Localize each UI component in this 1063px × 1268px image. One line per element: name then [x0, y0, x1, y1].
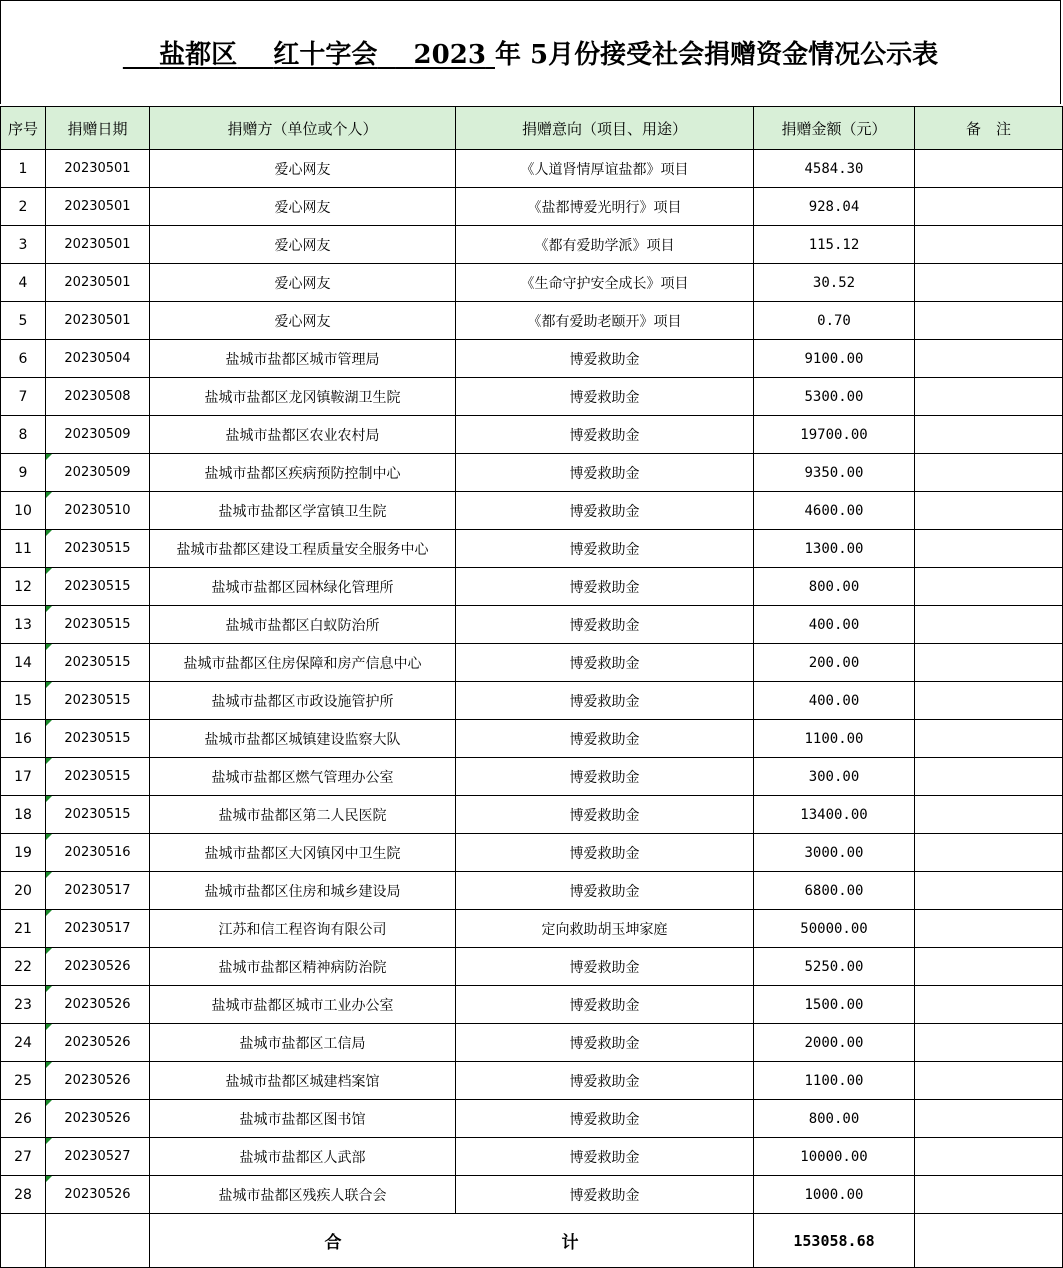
table-row	[1, 1062, 1063, 1100]
cell-amount: 19700.00	[754, 416, 915, 454]
table-row	[1, 1176, 1063, 1214]
cell-seq: 24	[1, 1024, 46, 1062]
cell-seq: 5	[1, 302, 46, 340]
table-row	[1, 1100, 1063, 1138]
cell-seq: 3	[1, 226, 46, 264]
cell-purpose: 博爱救助金	[456, 682, 754, 720]
header-row	[1, 107, 1063, 150]
cell-seq: 4	[1, 264, 46, 302]
table-row	[1, 872, 1063, 910]
cell-purpose: 博爱救助金	[456, 1100, 754, 1138]
cell-seq: 6	[1, 340, 46, 378]
cell-remark	[915, 378, 1063, 416]
table-row	[1, 606, 1063, 644]
cell-remark	[915, 530, 1063, 568]
cell-date: 20230501	[46, 226, 150, 264]
cell-date: 20230527	[46, 1138, 150, 1176]
cell-purpose: 《生命守护安全成长》项目	[456, 264, 754, 302]
total-date-cell	[46, 1214, 150, 1268]
table-row	[1, 910, 1063, 948]
cell-donor: 盐城市盐都区图书馆	[150, 1100, 456, 1138]
cell-purpose: 《盐都博爱光明行》项目	[456, 188, 754, 226]
cell-donor: 爱心网友	[150, 226, 456, 264]
table-body	[1, 150, 1063, 1214]
cell-date: 20230526	[46, 986, 150, 1024]
cell-donor: 江苏和信工程咨询有限公司	[150, 910, 456, 948]
total-seq-cell	[1, 1214, 46, 1268]
cell-donor: 盐城市盐都区疾病预防控制中心	[150, 454, 456, 492]
cell-amount: 1100.00	[754, 720, 915, 758]
cell-amount: 400.00	[754, 606, 915, 644]
cell-donor: 盐城市盐都区住房和城乡建设局	[150, 872, 456, 910]
cell-amount: 5250.00	[754, 948, 915, 986]
cell-purpose: 博爱救助金	[456, 1024, 754, 1062]
cell-remark	[915, 796, 1063, 834]
cell-remark	[915, 454, 1063, 492]
table-row	[1, 1024, 1063, 1062]
total-label-left: 合	[324, 1233, 342, 1253]
title-row	[0, 0, 1061, 104]
cell-date: 20230509	[46, 454, 150, 492]
cell-seq: 16	[1, 720, 46, 758]
cell-date: 20230515	[46, 568, 150, 606]
cell-remark	[915, 1138, 1063, 1176]
cell-date: 20230526	[46, 1024, 150, 1062]
cell-remark	[915, 834, 1063, 872]
cell-remark	[915, 758, 1063, 796]
cell-date: 20230526	[46, 1100, 150, 1138]
cell-date: 20230526	[46, 1176, 150, 1214]
cell-amount: 2000.00	[754, 1024, 915, 1062]
cell-amount: 13400.00	[754, 796, 915, 834]
cell-remark	[915, 188, 1063, 226]
header-remark: 备 注	[915, 107, 1063, 150]
cell-seq: 9	[1, 454, 46, 492]
cell-date: 20230517	[46, 872, 150, 910]
title-district: 盐都区	[159, 40, 238, 70]
table-row	[1, 150, 1063, 188]
cell-purpose: 博爱救助金	[456, 1138, 754, 1176]
cell-purpose: 博爱救助金	[456, 492, 754, 530]
cell-amount: 0.70	[754, 302, 915, 340]
cell-amount: 6800.00	[754, 872, 915, 910]
cell-remark	[915, 264, 1063, 302]
cell-purpose: 博爱救助金	[456, 1176, 754, 1214]
cell-donor: 盐城市盐都区白蚁防治所	[150, 606, 456, 644]
cell-date: 20230508	[46, 378, 150, 416]
cell-seq: 11	[1, 530, 46, 568]
cell-date: 20230501	[46, 150, 150, 188]
cell-amount: 5300.00	[754, 378, 915, 416]
cell-donor: 盐城市盐都区城镇建设监察大队	[150, 720, 456, 758]
cell-amount: 1300.00	[754, 530, 915, 568]
cell-amount: 9350.00	[754, 454, 915, 492]
table-row	[1, 796, 1063, 834]
cell-purpose: 博爱救助金	[456, 606, 754, 644]
cell-donor: 盐城市盐都区市政设施管护所	[150, 682, 456, 720]
cell-donor: 盐城市盐都区工信局	[150, 1024, 456, 1062]
cell-purpose: 博爱救助金	[456, 758, 754, 796]
cell-amount: 4600.00	[754, 492, 915, 530]
cell-seq: 13	[1, 606, 46, 644]
cell-remark	[915, 568, 1063, 606]
cell-amount: 115.12	[754, 226, 915, 264]
cell-donor: 盐城市盐都区第二人民医院	[150, 796, 456, 834]
donation-table	[0, 106, 1063, 1268]
table-row	[1, 416, 1063, 454]
cell-amount: 928.04	[754, 188, 915, 226]
cell-donor: 盐城市盐都区人武部	[150, 1138, 456, 1176]
cell-remark	[915, 720, 1063, 758]
cell-remark	[915, 340, 1063, 378]
cell-seq: 10	[1, 492, 46, 530]
cell-seq: 20	[1, 872, 46, 910]
cell-remark	[915, 1100, 1063, 1138]
header-date: 捐赠日期	[46, 107, 150, 150]
title-org: 红十字会	[273, 40, 378, 70]
title-rest: 年 5月份接受社会捐赠资金情况公示表	[494, 40, 939, 70]
cell-seq: 23	[1, 986, 46, 1024]
cell-purpose: 《都有爱助老颐开》项目	[456, 302, 754, 340]
cell-remark	[915, 226, 1063, 264]
table-row	[1, 568, 1063, 606]
cell-amount: 1000.00	[754, 1176, 915, 1214]
total-label	[150, 1214, 754, 1268]
cell-amount: 4584.30	[754, 150, 915, 188]
cell-donor: 盐城市盐都区住房保障和房产信息中心	[150, 644, 456, 682]
cell-seq: 21	[1, 910, 46, 948]
header-amount: 捐赠金额（元）	[754, 107, 915, 150]
cell-purpose: 博爱救助金	[456, 986, 754, 1024]
cell-amount: 800.00	[754, 568, 915, 606]
cell-purpose: 博爱救助金	[456, 796, 754, 834]
table-row	[1, 226, 1063, 264]
cell-date: 20230516	[46, 834, 150, 872]
cell-remark	[915, 682, 1063, 720]
cell-purpose: 博爱救助金	[456, 568, 754, 606]
cell-purpose: 博爱救助金	[456, 416, 754, 454]
cell-date: 20230515	[46, 644, 150, 682]
cell-seq: 25	[1, 1062, 46, 1100]
cell-amount: 1500.00	[754, 986, 915, 1024]
cell-remark	[915, 492, 1063, 530]
cell-donor: 盐城市盐都区学富镇卫生院	[150, 492, 456, 530]
cell-donor: 爱心网友	[150, 150, 456, 188]
cell-seq: 8	[1, 416, 46, 454]
table-row	[1, 302, 1063, 340]
cell-donor: 盐城市盐都区燃气管理办公室	[150, 758, 456, 796]
cell-seq: 28	[1, 1176, 46, 1214]
cell-remark	[915, 606, 1063, 644]
cell-remark	[915, 986, 1063, 1024]
cell-purpose: 博爱救助金	[456, 872, 754, 910]
cell-donor: 盐城市盐都区农业农村局	[150, 416, 456, 454]
table-row	[1, 758, 1063, 796]
cell-date: 20230501	[46, 302, 150, 340]
cell-amount: 800.00	[754, 1100, 915, 1138]
cell-purpose: 博爱救助金	[456, 948, 754, 986]
cell-seq: 27	[1, 1138, 46, 1176]
table-row	[1, 378, 1063, 416]
cell-remark	[915, 416, 1063, 454]
cell-remark	[915, 1062, 1063, 1100]
cell-remark	[915, 1176, 1063, 1214]
cell-amount: 50000.00	[754, 910, 915, 948]
cell-purpose: 《人道肾情厚谊盐都》项目	[456, 150, 754, 188]
cell-amount: 400.00	[754, 682, 915, 720]
cell-donor: 盐城市盐都区残疾人联合会	[150, 1176, 456, 1214]
cell-purpose: 博爱救助金	[456, 834, 754, 872]
table-row	[1, 188, 1063, 226]
cell-amount: 300.00	[754, 758, 915, 796]
cell-donor: 爱心网友	[150, 302, 456, 340]
cell-seq: 15	[1, 682, 46, 720]
cell-purpose: 博爱救助金	[456, 454, 754, 492]
cell-amount: 10000.00	[754, 1138, 915, 1176]
cell-date: 20230515	[46, 530, 150, 568]
table-row	[1, 530, 1063, 568]
cell-remark	[915, 1024, 1063, 1062]
cell-donor: 盐城市盐都区城市工业办公室	[150, 986, 456, 1024]
cell-donor: 盐城市盐都区建设工程质量安全服务中心	[150, 530, 456, 568]
cell-date: 20230504	[46, 340, 150, 378]
table-row	[1, 264, 1063, 302]
cell-purpose: 博爱救助金	[456, 378, 754, 416]
cell-seq: 2	[1, 188, 46, 226]
cell-seq: 12	[1, 568, 46, 606]
table-row	[1, 492, 1063, 530]
cell-remark	[915, 644, 1063, 682]
cell-amount: 200.00	[754, 644, 915, 682]
cell-amount: 1100.00	[754, 1062, 915, 1100]
page-title	[123, 34, 938, 71]
total-remark-cell	[915, 1214, 1063, 1268]
cell-date: 20230515	[46, 720, 150, 758]
cell-donor: 爱心网友	[150, 264, 456, 302]
header-purpose: 捐赠意向（项目、用途）	[456, 107, 754, 150]
cell-date: 20230526	[46, 948, 150, 986]
cell-amount: 9100.00	[754, 340, 915, 378]
cell-remark	[915, 872, 1063, 910]
cell-purpose: 《都有爱助学派》项目	[456, 226, 754, 264]
cell-remark	[915, 150, 1063, 188]
cell-donor: 盐城市盐都区龙冈镇鞍湖卫生院	[150, 378, 456, 416]
table-row	[1, 986, 1063, 1024]
cell-purpose: 博爱救助金	[456, 340, 754, 378]
total-amount: 153058.68	[754, 1214, 915, 1268]
table-row	[1, 340, 1063, 378]
cell-remark	[915, 948, 1063, 986]
cell-date: 20230515	[46, 606, 150, 644]
cell-donor: 盐城市盐都区城市管理局	[150, 340, 456, 378]
cell-seq: 18	[1, 796, 46, 834]
cell-seq: 7	[1, 378, 46, 416]
table-row	[1, 1138, 1063, 1176]
header-donor: 捐赠方（单位或个人）	[150, 107, 456, 150]
cell-date: 20230517	[46, 910, 150, 948]
cell-date: 20230515	[46, 758, 150, 796]
cell-date: 20230501	[46, 264, 150, 302]
table-row	[1, 948, 1063, 986]
cell-purpose: 定向救助胡玉坤家庭	[456, 910, 754, 948]
table-row	[1, 644, 1063, 682]
cell-seq: 19	[1, 834, 46, 872]
cell-donor: 盐城市盐都区精神病防治院	[150, 948, 456, 986]
table-row	[1, 454, 1063, 492]
cell-donor: 爱心网友	[150, 188, 456, 226]
table-row	[1, 682, 1063, 720]
cell-remark	[915, 910, 1063, 948]
cell-date: 20230510	[46, 492, 150, 530]
header-seq: 序号	[1, 107, 46, 150]
title-year: 2023	[413, 40, 486, 70]
cell-seq: 22	[1, 948, 46, 986]
cell-donor: 盐城市盐都区大冈镇冈中卫生院	[150, 834, 456, 872]
cell-date: 20230501	[46, 188, 150, 226]
cell-purpose: 博爱救助金	[456, 720, 754, 758]
cell-purpose: 博爱救助金	[456, 530, 754, 568]
cell-amount: 30.52	[754, 264, 915, 302]
cell-donor: 盐城市盐都区城建档案馆	[150, 1062, 456, 1100]
cell-purpose: 博爱救助金	[456, 644, 754, 682]
cell-amount: 3000.00	[754, 834, 915, 872]
cell-date: 20230526	[46, 1062, 150, 1100]
total-row	[1, 1214, 1063, 1268]
cell-date: 20230509	[46, 416, 150, 454]
cell-purpose: 博爱救助金	[456, 1062, 754, 1100]
cell-seq: 26	[1, 1100, 46, 1138]
cell-donor: 盐城市盐都区园林绿化管理所	[150, 568, 456, 606]
cell-seq: 17	[1, 758, 46, 796]
cell-seq: 14	[1, 644, 46, 682]
total-label-right: 计	[561, 1233, 579, 1253]
cell-seq: 1	[1, 150, 46, 188]
cell-date: 20230515	[46, 682, 150, 720]
cell-remark	[915, 302, 1063, 340]
table-row	[1, 720, 1063, 758]
table-row	[1, 834, 1063, 872]
cell-date: 20230515	[46, 796, 150, 834]
